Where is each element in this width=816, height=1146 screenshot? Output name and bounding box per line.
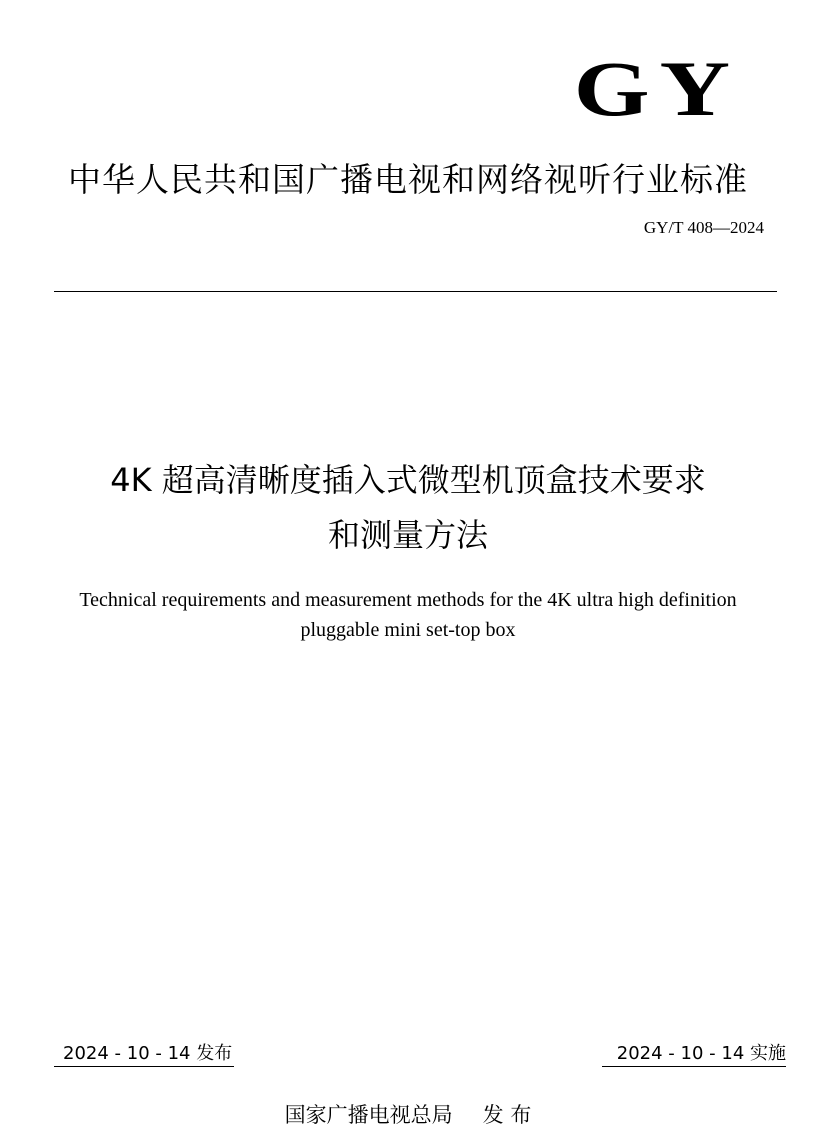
issue-date-underline — [54, 1066, 234, 1067]
standard-number: GY/T 408—2024 — [643, 218, 764, 237]
issuer-name: 国家广播电视总局 — [284, 1103, 453, 1127]
gy-logo: GY — [573, 45, 740, 132]
english-title-line-2: pluggable mini set-top box — [300, 619, 516, 641]
implementation-date: 2024 - 10 - 14 实施 — [616, 1043, 786, 1064]
english-title-line-1: Technical requirements and measurement methods for the 4K ultra high definition — [79, 589, 737, 611]
chinese-title-line-2: 和测量方法 — [327, 516, 488, 554]
header-divider — [54, 291, 777, 292]
issuer-action: 发 布 — [482, 1103, 532, 1127]
implementation-date-underline — [602, 1066, 786, 1067]
industry-standard-title: 中华人民共和国广播电视和网络视听行业标准 — [68, 160, 748, 199]
issuing-authority — [0, 1100, 816, 1130]
issue-date: 2024 - 10 - 14 发布 — [63, 1043, 233, 1064]
chinese-title-line-1: 4K 超高清晰度插入式微型机顶盒技术要求 — [110, 461, 706, 499]
